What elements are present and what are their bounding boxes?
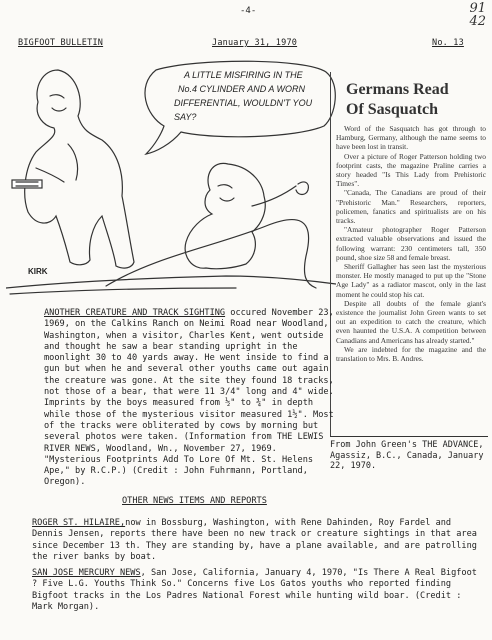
- handwritten-note: [469, 2, 486, 28]
- story-st-hilaire: [32, 518, 484, 563]
- clipping-paragraph: Despite all doubts of the female giant's existence the journalist John Green wants to set out an expedition to catch the creature, which even haunted the U.S.A. A competition between Canadians and Americans has already started.": [336, 298, 486, 345]
- page-number: -4-: [240, 6, 257, 16]
- clipping-paragraph: "Canada, The Canadians are proud of their "Prehistoric Man." Researchers, reporters, policemen, fanatics and spiritualists are on his tracks.: [336, 188, 486, 226]
- clipping-paragraph: We are indebted for the magazine and the translation to Mrs. B. Andres.: [336, 344, 486, 364]
- handwritten-note-line: 91: [469, 1, 486, 16]
- story-body: occured November 23, 1969, on the Calkins Ranch on Neimi Road near Woodland, Washington, when a visitor, Charles Kent, went outside and thought he saw a bear standing upright in the moonlight 30 to 40 yards away. He went inside to find a gun but when he and several other youths came out again the creature was gone. At the site they found 18 tracks, not those of a bear, that were 11 3/4" long and 4" wide. Imprints by the boys measured from ½" to ¾" in depth while those of the mysterious visitor measured 1½". Most of the tracks were obliterated by cows by morning but several photos were taken. (Information from THE LEWIS RIVER NEWS, Woodland, Wn., November 27, 1969. "Mysterious Footprints Add To Lore Of Mt. St. Helens Ape," by R.C.P.) (Credit : John Fuhrmann, Portland, Oregon).: [44, 308, 334, 488]
- clipping-paragraph: Sheriff Gallagher has seen last the mysterious monster. He mostly managed to put up the "Stone Age Lady" as a radiator mascot, only in the last moment he could stop his cat.: [336, 262, 486, 299]
- issue-number: No. 13: [432, 38, 464, 48]
- clipping-paragraph: "Amateur photographer Roger Patterson extracted valuable observations and issued the following warrant: 230 centimeters tall, 350 pound, shoe size 58 and female breast.: [336, 225, 486, 262]
- story-san-jose: [32, 568, 484, 613]
- speech-line: SAY?: [174, 112, 197, 122]
- clipping-source: From John Green's THE ADVANCE, Agassiz, B.C., Canada, January 22, 1970.: [330, 436, 488, 472]
- wrench-tool: [12, 180, 42, 188]
- clipping-headline-line: Of Sasquatch: [346, 101, 439, 118]
- clipping-headline-line: Germans Read: [346, 81, 449, 98]
- crouching-bigfoot: [185, 163, 265, 268]
- speech-line: A LITTLE MISFIRING IN THE: [184, 70, 303, 80]
- bulletin-title: BIGFOOT BULLETIN: [18, 38, 104, 48]
- clipping-paragraph: Over a picture of Roger Patterson holding two footprint casts, the magazine Praline carries a story headed "Is This Lady from Prehistoric Times".: [336, 151, 486, 189]
- speech-line: No.4 CYLINDER AND A WORN: [178, 84, 306, 94]
- clipping-headline: [346, 80, 486, 120]
- cartoon-signature: KIRK: [28, 267, 48, 276]
- newspaper-clipping: [336, 80, 486, 363]
- story-headline: SAN JOSE MERCURY NEWS: [32, 568, 141, 578]
- bigfoot-cartoon: [6, 56, 336, 296]
- section-heading: OTHER NEWS ITEMS AND REPORTS: [122, 496, 267, 506]
- story-headline: ROGER ST. HILAIRE,: [32, 518, 126, 528]
- story-body: , San Jose, California, January 4, 1970, "Is There A Real Bigfoot ? Five L.G. Youths Think So." Concerns five Los Gatos youths who reported finding Bigfoot tracks in the Los Padres National Forest while hunting wild boar. (Credit : Mark Morgan).: [32, 568, 477, 612]
- speech-line: DIFFERENTIAL, WOULDN'T YOU: [174, 98, 313, 108]
- story-creature-sighting: [44, 308, 334, 489]
- story-headline: ANOTHER CREATURE AND TRACK SIGHTING: [44, 308, 226, 318]
- handwritten-note-line: 42: [469, 14, 486, 29]
- story-body: now in Bossburg, Washington, with Rene Dahinden, Roy Fardel and Dennis Jensen, reports there have been no new track or creature sightings in that area since December 13 th. They are standing by, have a plane available, and are patrolling the river banks by boat.: [32, 518, 477, 562]
- standing-bigfoot: [25, 70, 134, 268]
- bulletin-date: January 31, 1970: [212, 38, 298, 48]
- clipping-paragraph: Word of the Sasquatch has got through to Hamburg, Germany, although the name seems to have been lost in transit.: [336, 124, 486, 152]
